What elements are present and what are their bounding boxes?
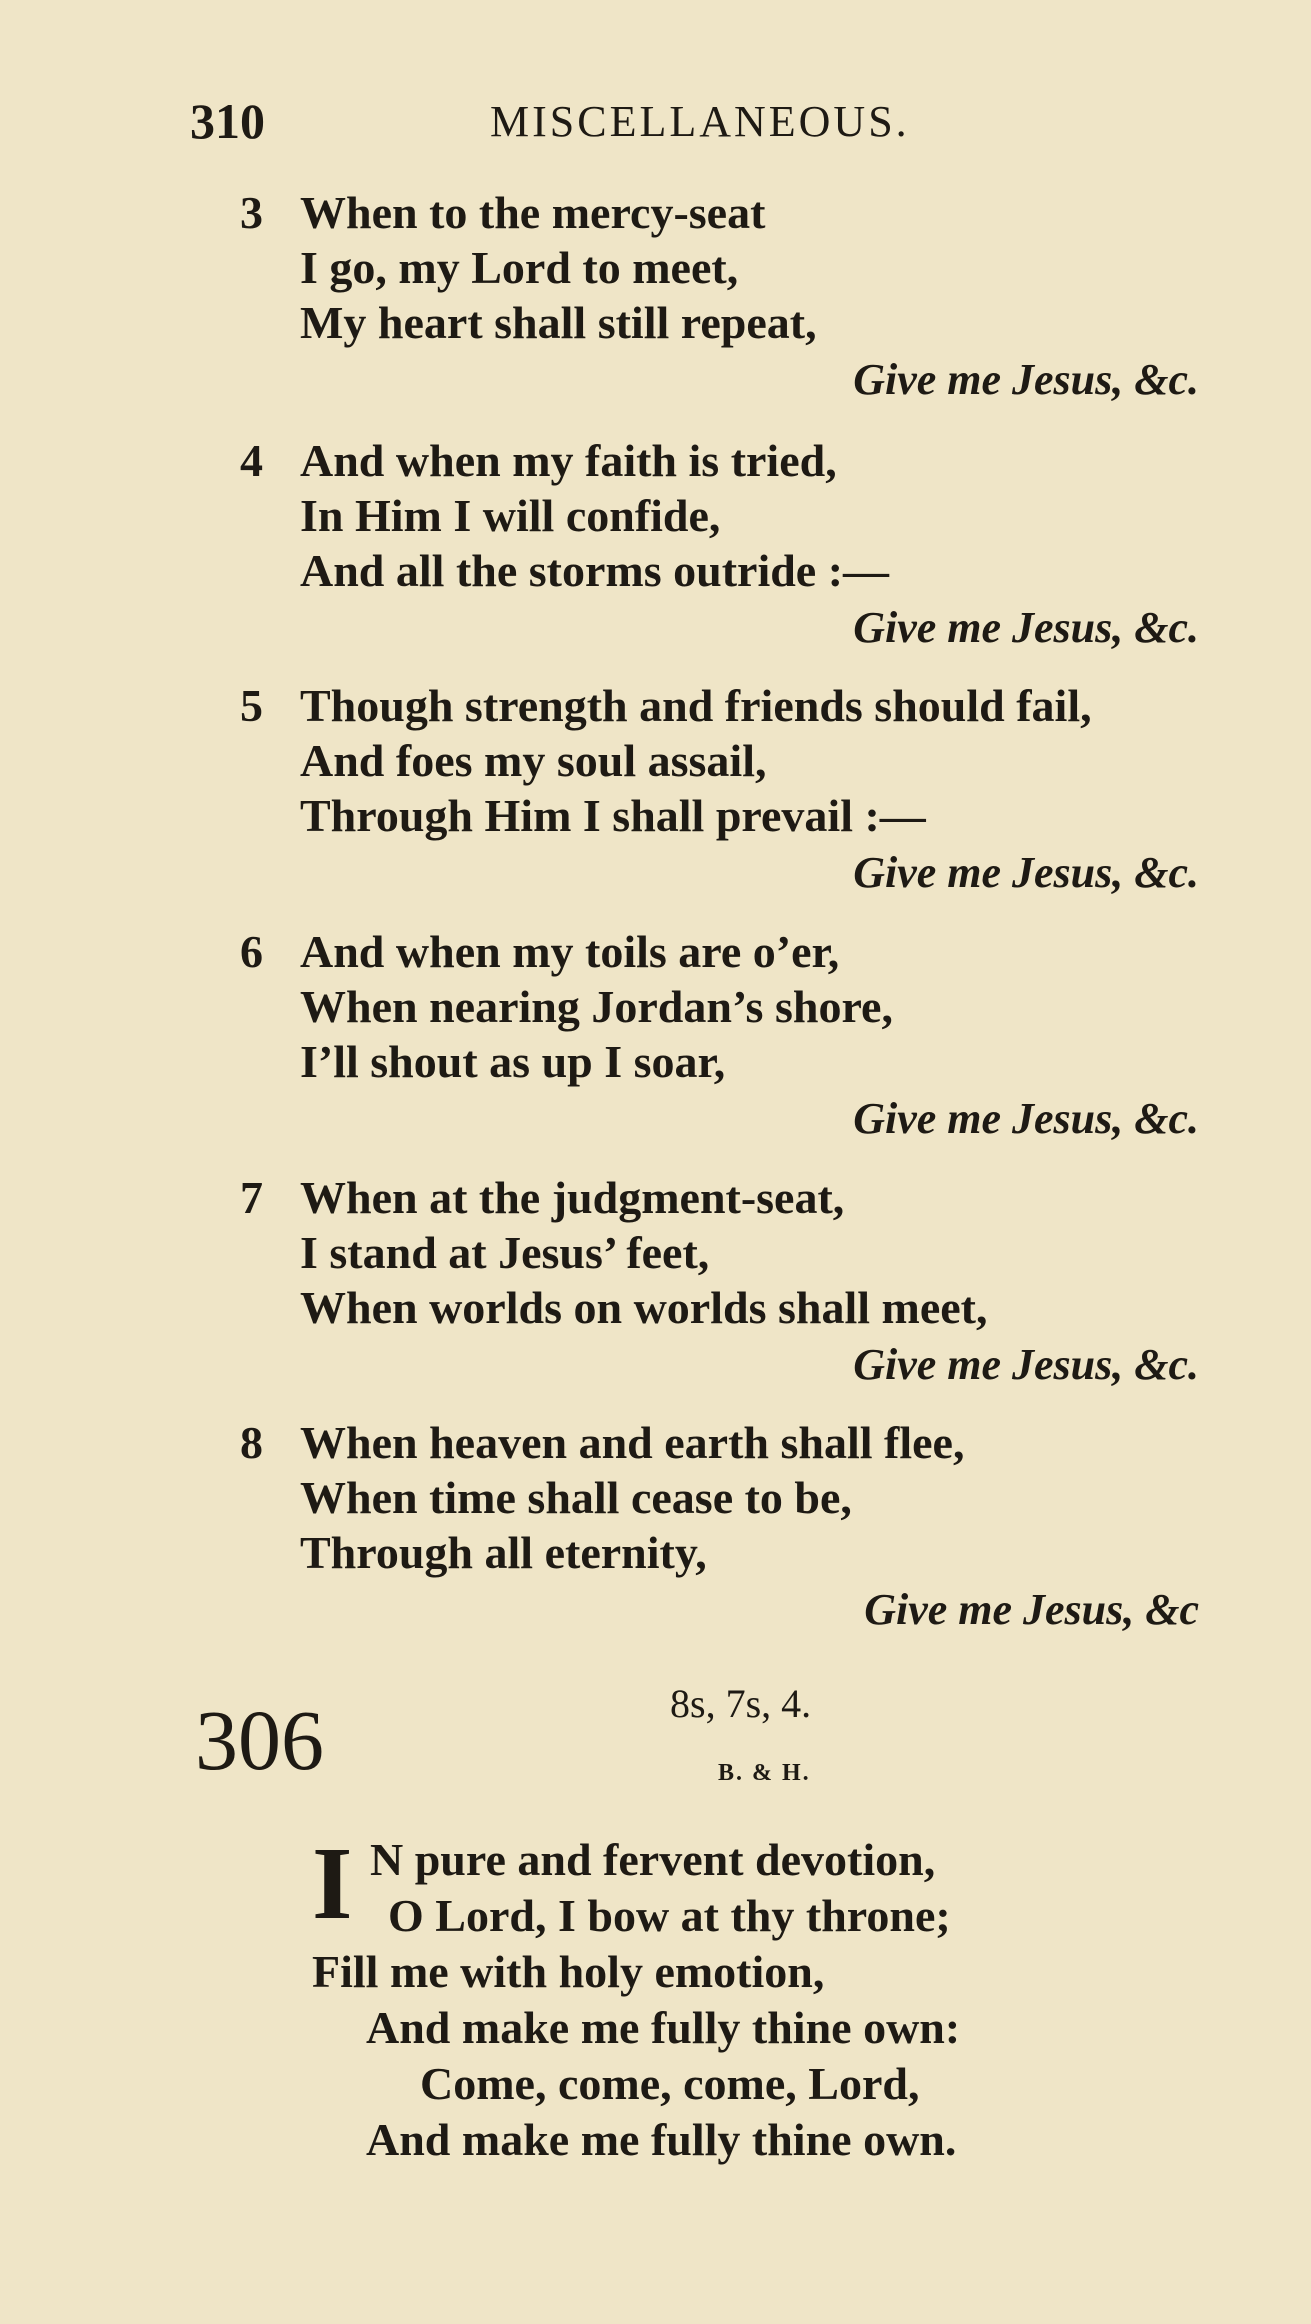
refrain: Give me Jesus, &c. (853, 848, 1199, 897)
verse-line: Though strength and friends should fail, (300, 680, 1092, 731)
verse-line: Through all eternity, (300, 1527, 707, 1578)
hymn-line: Fill me with holy emotion, (312, 1946, 825, 1997)
verse-number: 5 (240, 680, 263, 731)
verse-number: 7 (240, 1172, 263, 1223)
verse-number: 8 (240, 1417, 263, 1468)
hymn-line: And make me fully thine own. (366, 2114, 957, 2165)
verse-line: When to the mercy-seat (300, 187, 766, 238)
hymn-line: And make me fully thine own: (366, 2002, 961, 2053)
verse-line: When nearing Jordan’s shore, (300, 981, 893, 1032)
verse-number: 4 (240, 435, 263, 486)
refrain: Give me Jesus, &c. (853, 1094, 1199, 1143)
hymn-number: 306 (195, 1692, 324, 1788)
verse-line: When time shall cease to be, (300, 1472, 852, 1523)
refrain: Give me Jesus, &c. (853, 603, 1199, 652)
running-title: MISCELLANEOUS. (490, 97, 910, 146)
drop-cap: I (312, 1826, 353, 1941)
verse-number: 6 (240, 926, 263, 977)
verse-line: My heart shall still repeat, (300, 297, 817, 348)
verse-line: And all the storms outride :— (300, 545, 890, 596)
hymn-line: O Lord, I bow at thy throne; (388, 1890, 951, 1941)
refrain: Give me Jesus, &c. (853, 355, 1199, 404)
page-number: 310 (190, 93, 265, 149)
hymn-meter: 8s, 7s, 4. (670, 1681, 812, 1726)
refrain: Give me Jesus, &c (864, 1585, 1199, 1634)
verse-line: And when my faith is tried, (300, 435, 837, 486)
verse-line: When at the judgment-seat, (300, 1172, 845, 1223)
refrain: Give me Jesus, &c. (853, 1340, 1199, 1389)
verse-line: Through Him I shall prevail :— (300, 790, 926, 841)
hymn-author: B. & H. (718, 1760, 811, 1786)
verse-line: And when my toils are o’er, (300, 926, 840, 977)
verse-line: And foes my soul assail, (300, 735, 767, 786)
hymn-line: N pure and fervent devotion, (370, 1834, 936, 1885)
verse-line: I stand at Jesus’ feet, (300, 1227, 710, 1278)
verse-line: I’ll shout as up I soar, (300, 1036, 726, 1087)
verse-number: 3 (240, 187, 263, 238)
hymn-line: Come, come, come, Lord, (420, 2058, 920, 2109)
verse-line: When heaven and earth shall flee, (300, 1417, 965, 1468)
verse-line: When worlds on worlds shall meet, (300, 1282, 988, 1333)
verse-line: In Him I will confide, (300, 490, 721, 541)
verse-line: I go, my Lord to meet, (300, 242, 739, 293)
